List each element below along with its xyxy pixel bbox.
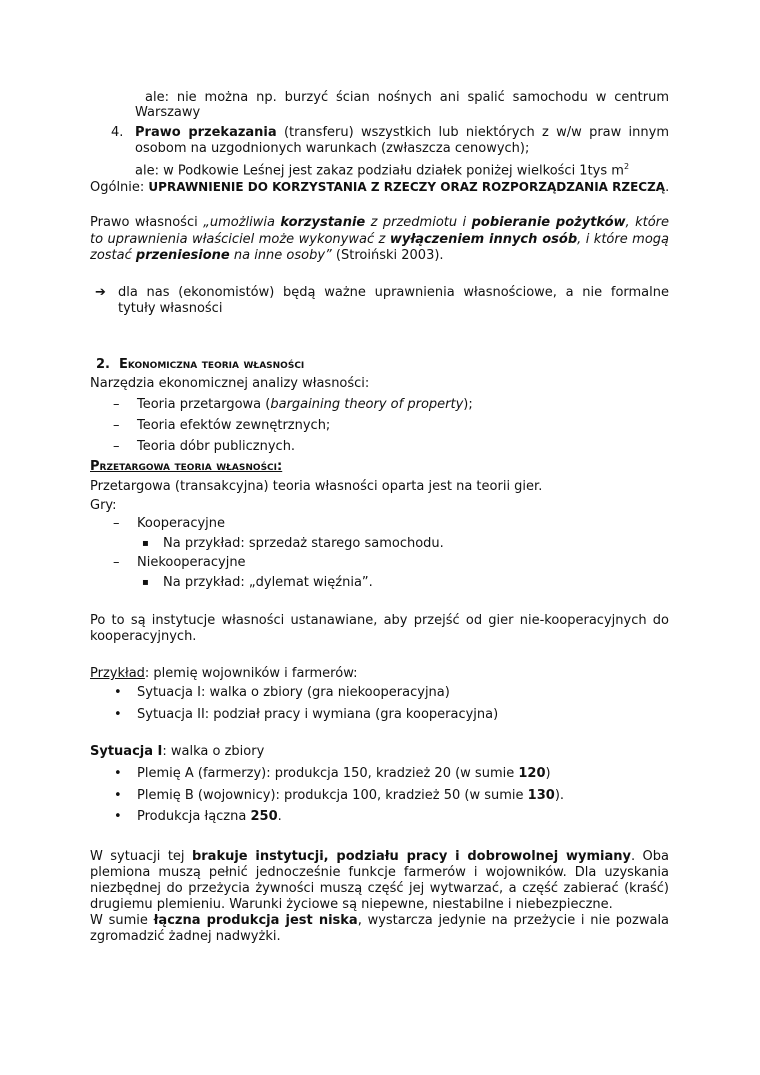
text: ale: w Podkowie Leśnej jest zakaz podziału działek poniżej wielkości 1tys m [135,163,624,179]
text: (transferu) wszystkich lub niektórych z w/w praw innym [276,125,669,140]
bold-text: brakuje instytucji, podziału pracy i dobrowolnej wymiany [191,849,631,864]
bullet-icon: • [114,788,122,803]
bold-text: 130 [527,788,555,803]
bold-text: UPRAWNIENIE DO KORZYSTANIA Z RZECZY ORAZ ROZPORZĄDZANIA RZECZĄ [148,180,666,194]
quote-paragraph [90,215,669,265]
bold-text: 250 [250,809,278,824]
list-item: Na przykład: sprzedaż starego samochodu. [163,536,444,551]
dash-marker: – [113,418,120,433]
list-number: 4. [111,125,124,140]
dash-marker: – [113,439,120,454]
paragraph [90,849,669,913]
situation-heading [90,744,264,760]
bullet-icon: • [114,707,122,722]
text: Gry: [90,498,117,513]
text: : plemię wojowników i farmerów: [144,666,358,681]
paragraph: Po to są instytucje własności ustanawiane, aby przejść od gier nie-kooperacyjnych do kooperacyjnych. [90,613,669,644]
text: . [665,180,670,195]
note-line [135,159,629,179]
text: „umożliwia [203,215,281,230]
dash-marker: – [113,516,120,531]
bold-text: Prawo przekazania [135,125,277,140]
bullet-icon: • [114,809,122,824]
label: Przykład [90,666,145,681]
bullet-icon: • [114,685,122,700]
list-item: Na przykład: „dylemat więźnia”. [163,575,373,590]
text: , które to uprawnienia właściciel może wykonywać z [90,215,670,247]
text: Plemię A (farmerzy): produkcja 150, kradzież 20 (w sumie [137,766,519,781]
square-bullet-icon: ▪ [142,577,149,588]
section-title: Ekonomiczna teoria własności [119,357,305,372]
note-line: Warszawy [135,105,201,120]
list-item [137,397,473,413]
example-heading [90,666,358,682]
text: , wystarcza jedynie na przeżycie i nie pozwala zgromadzić żadnej nadwyżki. [90,913,670,944]
text: W sytuacji tej [90,849,192,864]
text: . Oba plemiona muszą pełnić jednocześnie funkcje farmerów i wojowników. Dla uzyskania niezbędnej do przeżycia żywności muszą część jej wytwarzać, a część zabierać (kraść) drugiemu plemieniu. Warunki życiowe są niepewne, niestabilne i niebezpieczne. [90,849,669,912]
list-item: Niekooperacyjne [137,555,246,570]
list-item: Teoria dóbr publicznych. [137,439,296,454]
arrow-right-icon: ➔ [95,285,106,300]
bold-text: łączna produkcja jest niska [153,913,358,928]
text: Prawo własności [90,215,204,230]
text: z przedmiotu i [365,215,472,230]
text: . [277,809,282,824]
text: Przetargowa (transakcyjna) teoria własności oparta jest na teorii gier. [90,479,543,494]
bold-text: 120 [518,766,546,781]
text: Narzędzia ekonomicznej analizy własności: [90,376,370,391]
dash-marker: – [113,397,120,412]
bold-text: wyłączeniem innych osób [389,231,578,247]
bold-text: przeniesione [135,248,230,263]
subsection-heading: Przetargowa teoria własności: [90,459,283,474]
list-item: Sytuacja II: podział pracy i wymiana (gra kooperacyjna) [137,707,499,722]
text: Plemię B (wojownicy): produkcja 100, kradzież 50 (w sumie [137,788,528,803]
text: Teoria przetargowa ( [137,397,271,412]
general-statement [90,179,669,196]
list-item-4 [135,125,669,157]
superscript: 2 [623,162,630,171]
text: ) [545,766,551,781]
list-item [137,766,551,782]
section-heading [96,357,304,373]
list-item: Teoria efektów zewnętrznych; [137,418,331,433]
text: ); [463,397,473,412]
text: ). [554,788,565,803]
text: osobom na uzgodnionych warunkach (zwłaszcza cenowych); [135,141,530,156]
list-item: Sytuacja I: walka o zbiory (gra niekooperacyjna) [137,685,450,700]
label: Ogólnie: [90,180,149,195]
bold-text: pobieranie pożytków [471,215,626,230]
dash-marker: – [113,555,120,570]
bullet-icon: • [114,766,122,781]
paragraph [90,913,669,945]
text: na inne osoby” [229,248,332,263]
note-line: ale: nie można np. burzyć ścian nośnych ani spalić samochodu w centrum [145,90,669,105]
text: , i które mogą zostać [90,231,669,263]
text: (Stroiński 2003). [331,248,444,263]
bold-text: korzystanie [280,215,366,230]
label: Sytuacja I [90,744,163,759]
arrow-note: dla nas (ekonomistów) będą ważne uprawnienia własnościowe, a nie formalne tytuły własności [118,285,669,316]
list-item: Kooperacyjne [137,516,226,531]
text: W sumie [90,913,154,928]
text: : walka o zbiory [162,744,265,759]
list-item [137,809,282,825]
square-bullet-icon: ▪ [142,538,149,549]
section-number: 2. [96,357,110,372]
list-item [137,788,564,804]
text: Produkcja łączna [137,809,251,824]
italic-text: bargaining theory of property [270,397,464,412]
